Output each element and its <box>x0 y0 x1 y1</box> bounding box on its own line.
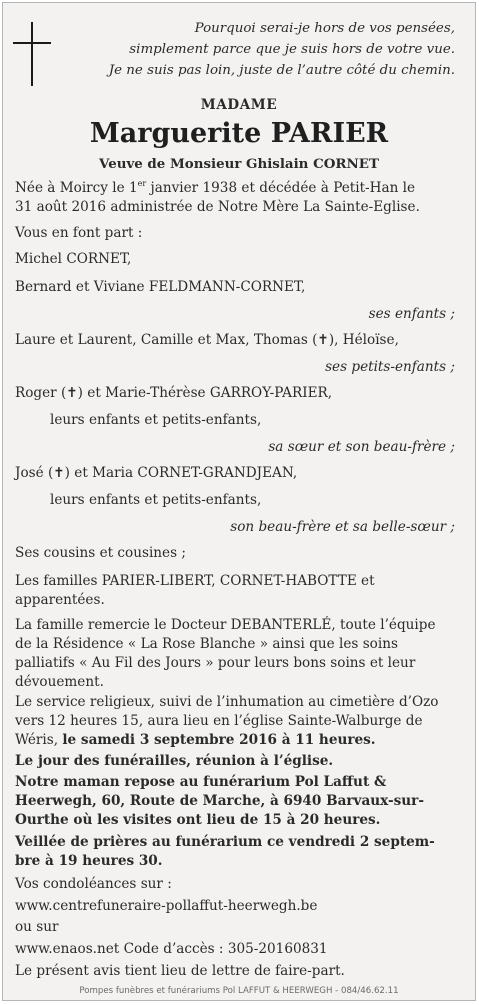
thanks-line: La famille remercie le Docteur DEBANTERLÉ, toute l’équipe <box>15 617 436 633</box>
funeral-note: Notre maman repose au funérarium Pol Laffut & <box>15 774 387 790</box>
poem-line: Pourquoi serai-je hors de vos pensées, <box>194 21 455 36</box>
funeral-note: Heerwegh, 60, Route de Marche, à 6940 Barvaux-sur- <box>15 793 424 809</box>
honorific: MADAME <box>200 97 278 113</box>
poem-line: Je ne suis pas loin, juste de l’autre côté du chemin. <box>108 63 455 78</box>
funeral-note: Ourthe où les visites ont lieu de 15 à 20 heures. <box>15 812 381 828</box>
family-member: Roger (✝) et Marie-Thérèse GARROY-PARIER, <box>15 385 333 401</box>
announcement-intro: Vous en font part : <box>15 225 143 241</box>
relation-label: sa sœur et son beau-frère ; <box>268 439 455 455</box>
condolences-link[interactable]: www.enaos.net Code d’accès : 305-20160831 <box>15 941 328 957</box>
thanks-line: palliatifs « Au Fil des Jours » pour leurs bons soins et leur <box>15 655 416 671</box>
relation-label: ses petits-enfants ; <box>325 359 455 375</box>
thanks-line: de la Résidence « La Rose Blanche » ainsi que les soins <box>15 636 398 652</box>
funeral-home-footer: Pompes funèbres et funérariums Pol LAFFUT & HEERWEGH - 084/46.62.11 <box>79 986 399 996</box>
family-member: Ses cousins et cousines ; <box>15 545 186 561</box>
funeral-note: bre à 19 heures 30. <box>15 853 163 869</box>
birth-line: Née à Moircy le 1er janvier 1938 et décédée à Petit-Han le <box>15 179 416 196</box>
funeral-note: Le jour des funérailles, réunion à l’église. <box>15 753 334 769</box>
widow-line: Veuve de Monsieur Ghislain CORNET <box>99 156 379 172</box>
funeral-note: Veillée de prières au funérarium ce vendredi 2 septem- <box>15 834 435 850</box>
thanks-line: dévouement. <box>15 674 104 690</box>
service-line: Le service religieux, suivi de l’inhumation au cimetière d’Ozo <box>15 694 439 710</box>
relation-label: son beau-frère et sa belle-sœur ; <box>230 519 455 535</box>
condolences-intro: Vos condoléances sur : <box>15 876 172 892</box>
family-member: Laure et Laurent, Camille et Max, Thomas (✝), Héloïse, <box>15 332 399 348</box>
family-member: Bernard et Viviane FELDMANN-CORNET, <box>15 279 306 295</box>
family-member: leurs enfants et petits-enfants, <box>50 412 262 428</box>
cross-icon <box>13 22 53 88</box>
family-member: Michel CORNET, <box>15 251 132 267</box>
relation-label: ses enfants ; <box>368 306 455 322</box>
poem-line: simplement parce que je suis hors de votre vue. <box>129 42 455 57</box>
family-member: leurs enfants et petits-enfants, <box>50 492 262 508</box>
condolences-link[interactable]: www.centrefuneraire-pollaffut-heerwegh.be <box>15 898 318 914</box>
birth-line: 31 août 2016 administrée de Notre Mère La Sainte-Eglise. <box>15 199 420 215</box>
deceased-name: Marguerite PARIER <box>89 118 389 149</box>
service-line: vers 12 heures 15, aura lieu en l’église Sainte-Walburge de <box>15 713 423 729</box>
closing-note: Le présent avis tient lieu de lettre de faire-part. <box>15 963 345 979</box>
family-member: José (✝) et Maria CORNET-GRANDJEAN, <box>15 465 298 481</box>
poem <box>109 18 455 81</box>
family-member: apparentées. <box>15 592 105 608</box>
family-member: Les familles PARIER-LIBERT, CORNET-HABOTTE et <box>15 573 375 589</box>
condolences-or: ou sur <box>15 919 59 935</box>
service-line: Wéris, le samedi 3 septembre 2016 à 11 heures. <box>15 732 376 748</box>
obituary-notice <box>2 2 476 1001</box>
